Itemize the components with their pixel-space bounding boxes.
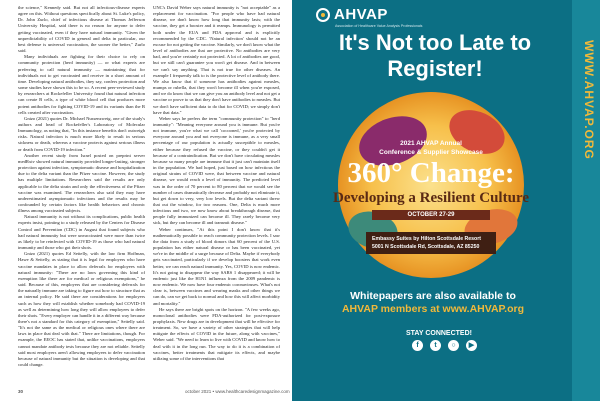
page-number: 30 [18, 389, 24, 394]
paragraph: Weber says he prefers the term "community protection" to "herd immunity": "Meaning everyone around you is immune. But you're not immune, you're what we call 'cocooned,' you're protected by everyone around you and not everyone is immune, as a very small percentage of our population is actually susceptible to measles, either because they refused the vaccine, or they couldn't get it because of a contraindication. But we don't have circulating measles because so many people are immune that it just can't maintain itself in the population. We had hoped, just based on how infectious the original strains of COVID were, that between vaccine and natural disease, we would reach a level of immunity. The predicted level was in the order of 70 percent to 80 percent that we would see the number of cases dramatically decrease and probably not eliminate it, but get down to very, very low levels. But the delta variant threw that out the window, for two reasons. One, Delta is much more infectious and two, we now know about breakthrough disease, that people fully immunized can become ill. They rarely become very sick, but they can become ill and transmit disease." [153, 115, 280, 226]
side-band [572, 0, 600, 401]
whitepapers-text-1: Whitepapers are also available to [350, 290, 516, 302]
logo-subtitle: Association of Healthcare Value Analysis Professionals [335, 24, 423, 28]
paragraph: Many individuals are fighting for their choice to rely on community protection (herd immunity) — or what experts are preferring to call natural immunity — maintaining that for individuals not to get vaccinated and receive in a short amount of time. Developing natural antibodies, they say, confers protection and some studies have shown this to be so. A recent peer-reviewed study by researchers at Rockefeller University found that natural infection can create B cells, a type of white blood cell that produces more potent antibodies for fighting COVID-19 and its variants than the B cells created after vaccination. [18, 54, 145, 115]
venue-address: 5001 N Scottsdale Rd, Scottsdale, AZ 85250 [372, 244, 480, 250]
article-column-1 [18, 5, 145, 385]
stay-connected-label: STAY CONNECTED! [406, 330, 472, 337]
whitepapers-notice[interactable] [302, 290, 564, 316]
paragraph: UNC's David Weber says natural immunity is "not acceptable" as a replacement for vaccination. "For people who have had natural disease, we don't know how long that immunity lasts; with the vaccine, they get a booster and it reamps. Immunology is permitted both under the EUA and FDA approval and is explicitly recommended by the CDC. 'Natural infection' should not be an excuse for not getting the vaccine. Similarly, we don't know what the level of antibodies are that are protective. No antibodies are very bad, and you're certainly not protected. A lot of antibodies are good, but we still can't guarantee you won't get disease. And in between we can't say anything. That is not true for other diseases. An example I frequently talk to is the protective level of antibody there. We also know that if someone has antibodies against measles, mumps or rubella, that they won't become ill when you're exposed, and we do know that we can give you an antibody level and not get a vaccine or prove to us that they don't have antibodies to measles. But we don't have sufficient data to do that for COVID; we simply don't have that data." [153, 5, 280, 115]
venue-box [366, 232, 496, 254]
instagram-icon[interactable]: ○ [448, 340, 459, 351]
youtube-icon[interactable]: ▶ [466, 340, 477, 351]
side-url-text: WWW.AHVAP.ORG [582, 40, 596, 160]
paragraph: the science," Kennedy said. But not all infectious-disease experts agree on this. Without questions specifically about St. Luke's policy, Dr. John Zurlo, chief of infectious disease at Thomas Jefferson University Hospital, said there is no reason for anyone to defer getting vaccinated, even if they have natural immunity. "Given the unpredictability of COVID in general and delta in particular, our best defense is universal vaccination, the sooner the better," Zurlo said. [18, 5, 145, 54]
conference-title: Conference & Supplier Showcase [379, 149, 483, 156]
paragraph: Gnizo (2021) quotes Ed Seitelly, with the law firm Hoffman, Hawe & Seitelly, as stating that it is legal for employers who have vaccine mandates in place to allow deferrals for employees with natural immunity: "There are no laws governing this kind of exemption like there are for medical or religious exemptions," he said. Because of this, employers that are considering deferrals for the naturally immune are taking to figure out how to structure that as an internal policy. He said there are considerations for employers such as how they will establish whether somebody had COVID-19 as well as determining how long they will allow employees to defer their shots. "Every employer can handle it in a different way because there's not a standard for this category of exemption," Seitelly said. "It's not the same as the medical or religious ones where there are laws in place that deal with that." There are limitations, though. For example, the EEOC has stated that, unlike vaccinations, employers cannot mandate antibody tests because they are not reliable. Seitelly said most employers aren't allowing employees to defer vaccination because of natural immunity but the situation is developing and that could change. [18, 251, 145, 368]
ahvap-logo [316, 6, 388, 23]
logo-mark-icon [316, 8, 330, 22]
paragraph: Natural immunity is not without its complications, public health experts insist, pointing to a study released by the Centers for Disease Control and Prevention (CDC) in August that found subjects who had natural immunity but were unvaccinated were more than twice as likely to be reinfected with COVID-19 as those who had natural immunity and those who got their shots. [18, 214, 145, 251]
article-column-2 [153, 5, 280, 385]
twitter-icon[interactable]: t [430, 340, 441, 351]
paragraph: Weber continues, "At this point I don't know that it's mathematically possible to reach community protection levels. I saw the data from a study of blood donors that 60 percent of the U.S. population has either natural disease or has been vaccinated, yet we're in the middle of a surge because of Delta. Maybe if everybody gets vaccinated, particularly if we develop boosters that work even better, we can reach natural immunity. Yes, COVID is now endemic. It's not going to disappear the way SARS 1 disappeared; it will be endemic just like the H1N1 influenza from the 2009 pandemic is now endemic. We now have four endemic coronaviruses. What's not clear is, between vaccines and wearing masks and other things we can do, can we get back to normal and how this will affect morbidity and mortality." [153, 226, 280, 306]
page-footer: october 2021 • www.healthcaredesignmagazine.com [185, 389, 290, 394]
conference-dates: OCTOBER 27-29 [372, 210, 490, 220]
conference-year: 2021 AHVAP Annual [400, 140, 462, 147]
conference-subtitle: Developing a Resilient Culture [333, 190, 529, 206]
conference-theme: 360° Change: [347, 157, 515, 189]
ahvap-advertisement[interactable] [292, 0, 600, 401]
conference-graphic [333, 92, 529, 278]
paragraph: He says there are bright spots on the horizon. "A few weeks ago, monoclonal antibodies were FDA-authorized for post-exposure prophylaxis. New drugs are in development that will be effective for treatment. So, we have a variety of other strategies that will help mitigate the effects of COVID in the future, along with vaccines," Weber said. "We need to learn to live with COVID and know how to deal with it in the long run. The way to do it is a combination of vaccines, better treatments that mitigate its effects, and maybe utilizing some of the interventions that [153, 306, 280, 361]
facebook-icon[interactable]: f [412, 340, 423, 351]
paragraph: Another recent study from Israel posted on preprint server medRxiv showed natural immunity provided longer-lasting, stronger protection against infection, symptomatic disease and hospitalization due to the delta variant than the Pfizer vaccine. However, the study has multiple limitations. Researchers said the results are only applicable to the delta strain and only the effectiveness of the Pfizer vaccine was examined. The researchers also said they may have underestimated asymptomatic infections and the results may be confounded by certain factors like health behaviors and chronic illness among vaccinated subjects. [18, 152, 145, 214]
ad-headline: It's Not too Late to Register! [338, 30, 532, 81]
logo-text: AHVAP [334, 6, 388, 23]
social-icons [412, 340, 477, 351]
venue-name: Embassy Suites by Hilton Scottsdale Resort [372, 236, 481, 242]
paragraph: Gnizo (2021) quotes Dr. Michael Nussenzweig, one of the study's authors and head of Rockefeller's Laboratory of Molecular Immunology, as noting that, "In this instance benefits don't outweigh risks. Natural infection is much more likely to result in serious sickness or death, whereas a vaccine protects against serious illness or death from COVID-19 infection." [18, 115, 145, 152]
whitepapers-text-2[interactable]: AHVAP members at www.AHVAP.org [341, 303, 525, 315]
